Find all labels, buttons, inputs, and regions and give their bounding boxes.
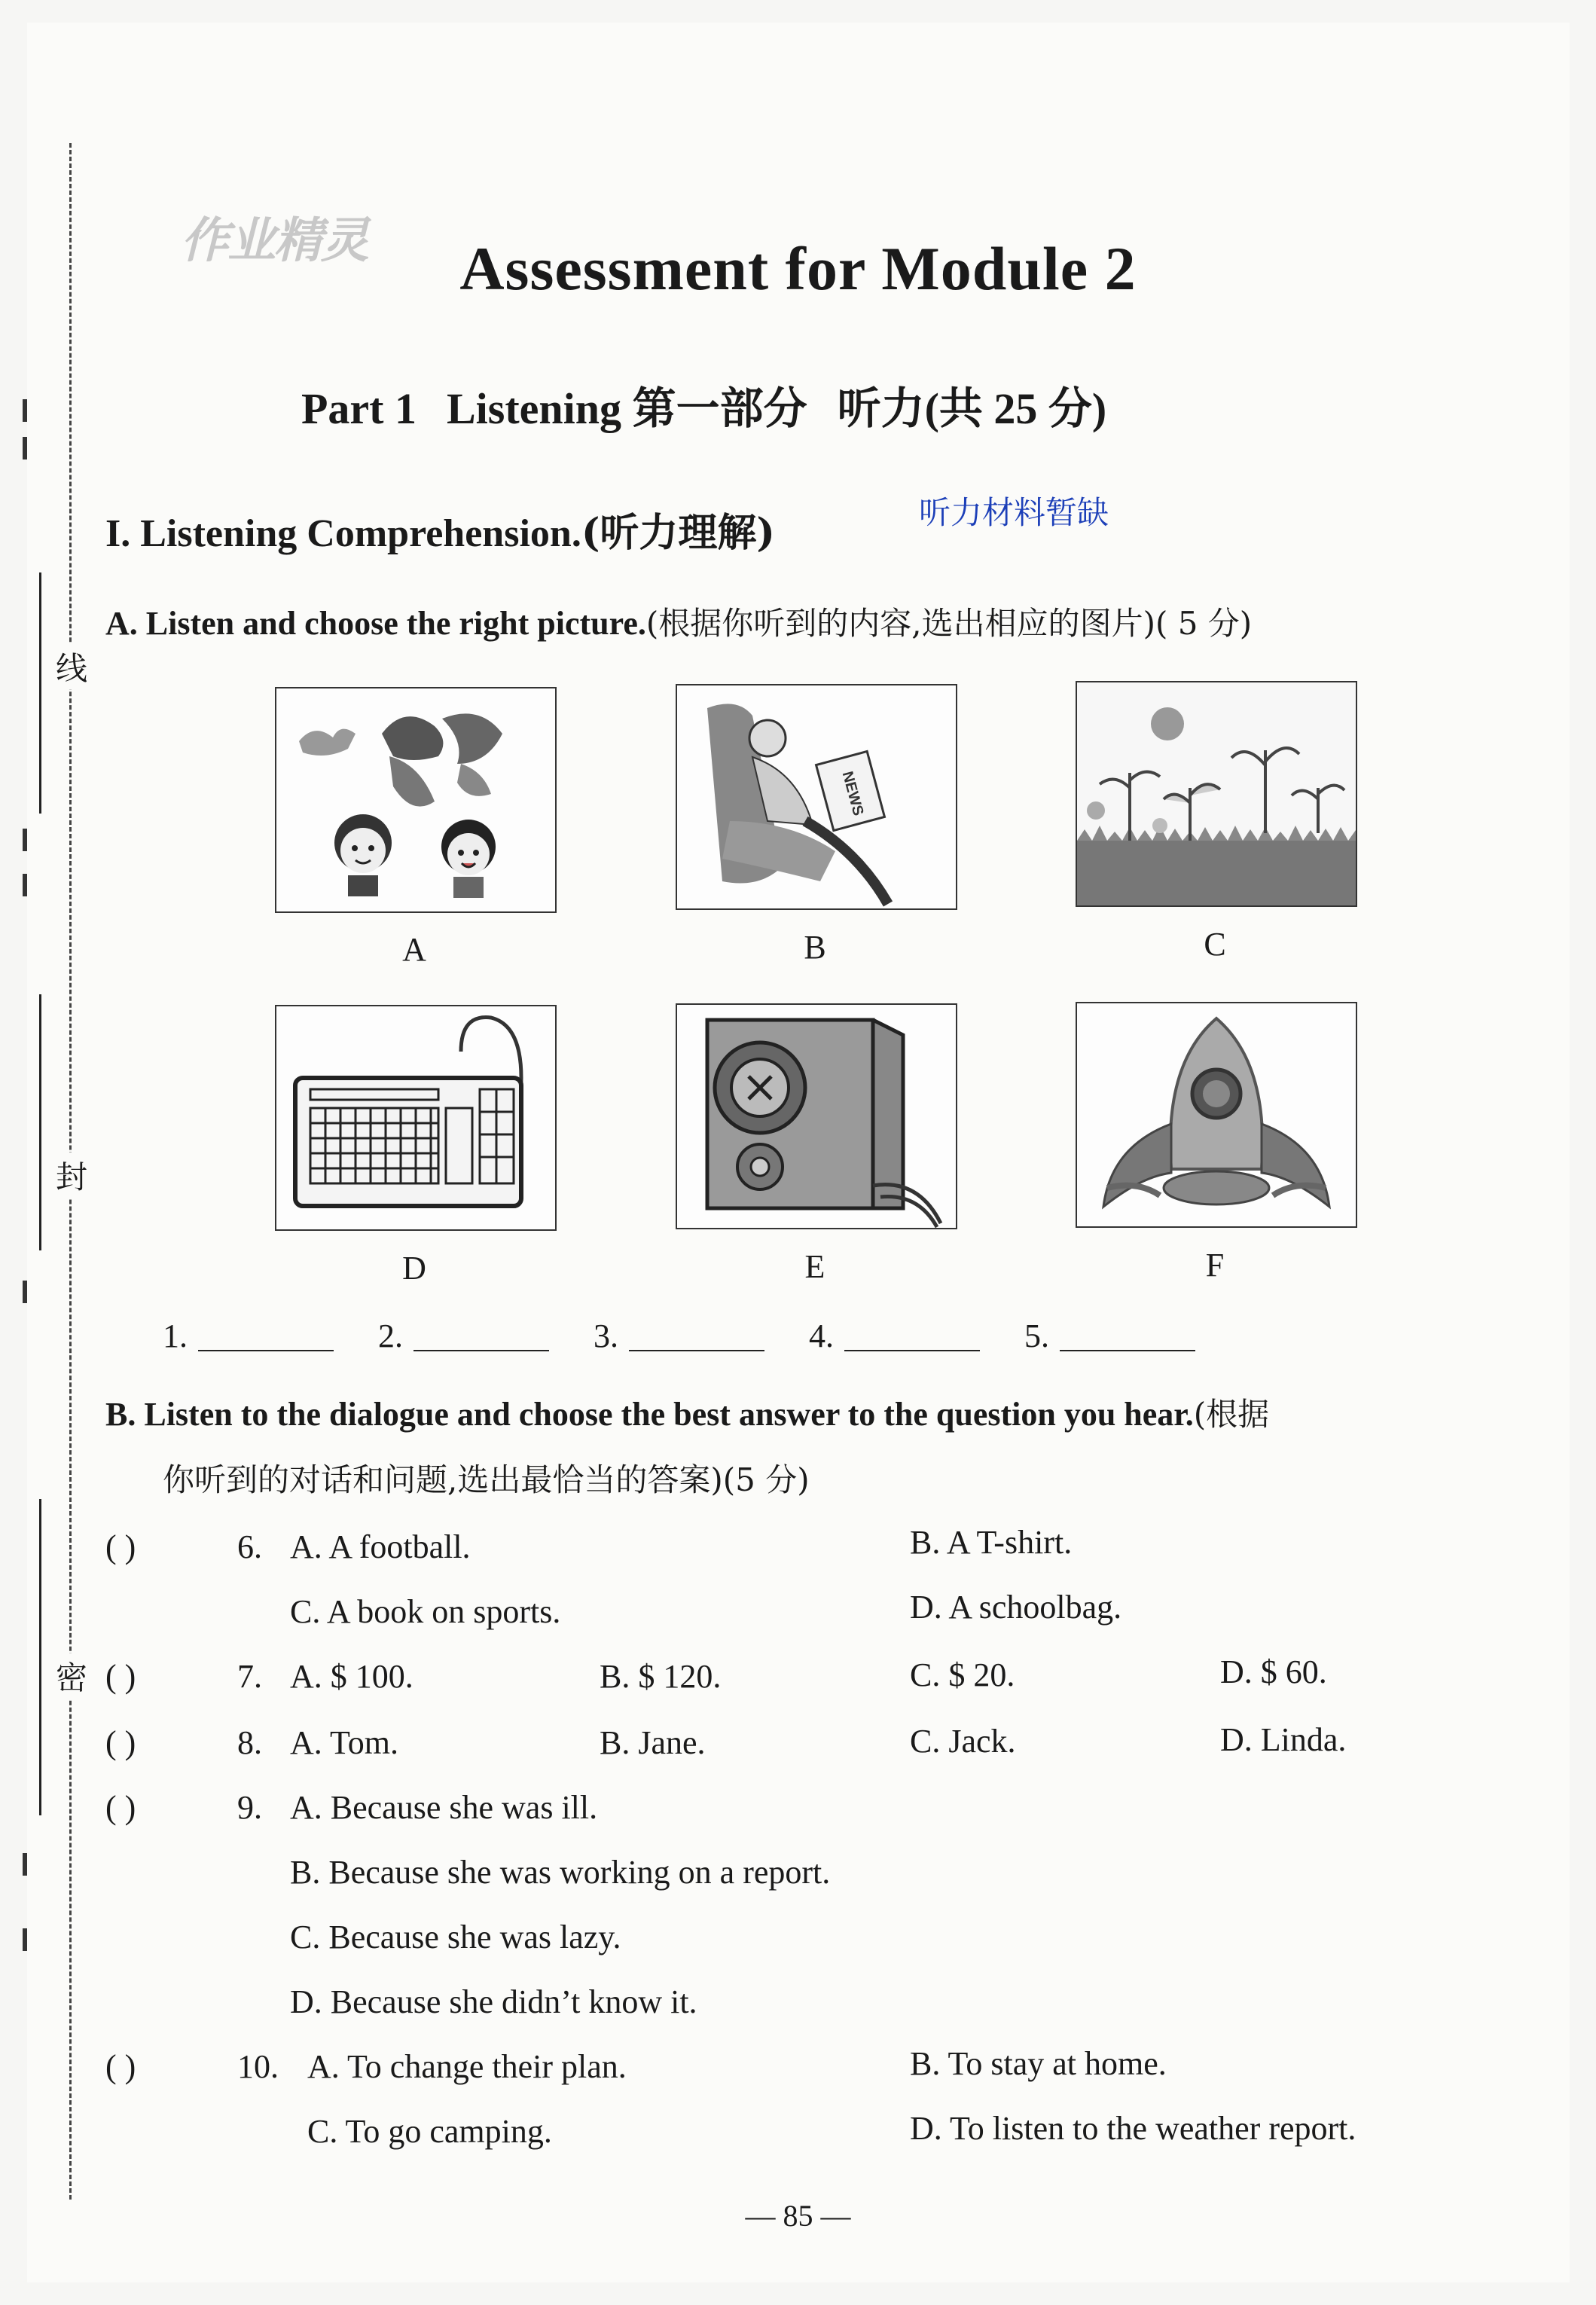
margin-tick [23,437,27,459]
picture-c [1076,681,1357,907]
option-8b[interactable]: B. Jane. [600,1724,706,1761]
option-6d[interactable]: D. A schoolbag. [910,1589,1122,1626]
answer-paren[interactable]: ( ) [105,1724,136,1761]
part-cn-title: 听力(共 25 分) [837,384,1107,433]
question-number: 7. [237,1658,262,1695]
picture-label-f: F [1205,1247,1225,1284]
option-7b[interactable]: B. $ 120. [600,1658,722,1695]
margin-tick [23,1928,27,1951]
sprouts-icon [1077,682,1356,905]
margin-bar [39,994,41,1250]
option-9a[interactable]: A. Because she was ill. [290,1789,598,1826]
missing-audio-note: 听力材料暂缺 [919,494,1109,531]
part-name: Listening [447,384,622,433]
margin-bar [39,1499,41,1815]
answer-blank-4[interactable]: 4. [809,1317,980,1355]
option-9b[interactable]: B. Because she was working on a report. [290,1854,831,1891]
answer-paren[interactable]: ( ) [105,1528,136,1565]
section-1-heading: I. Listening Comprehension.(听力理解) [105,510,776,556]
answer-blank-5[interactable]: 5. [1024,1317,1195,1355]
margin-tick [23,1853,27,1876]
man-reading-newspaper-icon [677,685,956,908]
option-10c[interactable]: C. To go camping. [307,2113,552,2150]
section-b-heading: B. Listen to the dialogue and choose the best answer to the question you hear.(根据 [105,1396,1270,1433]
option-9c[interactable]: C. Because she was lazy. [290,1919,621,1955]
picture-label-c: C [1204,926,1226,963]
picture-label-d: D [402,1250,426,1287]
picture-a [275,687,557,913]
part-label: Part 1 [301,384,417,433]
margin-tick [23,874,27,896]
option-8a[interactable]: A. Tom. [290,1724,399,1761]
option-10a[interactable]: A. To change their plan. [307,2048,627,2085]
margin-char-mi: 密 [56,1653,86,1699]
answer-blanks [163,1317,1231,1355]
page-number: — 85 — [745,2199,851,2233]
kids-dragons-icon [276,688,555,911]
option-7a[interactable]: A. $ 100. [290,1658,413,1695]
margin-tick [23,1281,27,1303]
watermark-logo: 作业精灵 [181,213,368,269]
option-7c[interactable]: C. $ 20. [910,1656,1015,1693]
section-a-heading: A. Listen and choose the right picture.(根据你听到的内容,选出相应的图片)( 5 分) [105,605,1253,642]
option-10b[interactable]: B. To stay at home. [910,2045,1167,2082]
answer-paren[interactable]: ( ) [105,2048,136,2085]
section-b-instruction: 你听到的对话和问题,选出最恰当的答案)(5 分) [163,1461,810,1498]
option-7d[interactable]: D. $ 60. [1220,1653,1327,1690]
answer-paren[interactable]: ( ) [105,1658,136,1695]
picture-label-a: A [402,931,426,968]
option-6c[interactable]: C. A book on sports. [290,1593,561,1630]
question-number: 6. [237,1528,262,1565]
question-number: 10. [237,2048,279,2085]
page-title: Assessment for Module 2 [459,234,1137,303]
answer-paren[interactable]: ( ) [105,1789,136,1826]
option-8c[interactable]: C. Jack. [910,1723,1016,1760]
margin-char-xian: 线 [56,644,86,689]
option-6b[interactable]: B. A T-shirt. [910,1524,1073,1561]
part-heading [301,373,1106,436]
margin-bar [39,572,41,814]
svg-text:NEWS: NEWS [838,769,867,818]
option-9d[interactable]: D. Because she didn’t know it. [290,1983,697,2020]
keyboard-icon [276,1006,555,1229]
picture-e [676,1003,957,1229]
picture-label-b: B [804,929,826,966]
picture-d [275,1005,557,1231]
picture-b [676,684,957,910]
option-6a[interactable]: A. A football. [290,1528,471,1565]
picture-label-e: E [804,1248,825,1285]
picture-f [1076,1002,1357,1228]
answer-blank-1[interactable]: 1. [163,1317,334,1355]
rocket-icon [1077,1003,1356,1226]
margin-char-feng: 封 [56,1152,86,1198]
question-number: 9. [237,1789,262,1826]
margin-tick [23,399,27,422]
part-cn: 第一部分 [632,384,807,433]
question-number: 8. [237,1724,262,1761]
speaker-icon [677,1005,956,1228]
answer-blank-3[interactable]: 3. [594,1317,764,1355]
option-10d[interactable]: D. To listen to the weather report. [910,2110,1356,2147]
option-8d[interactable]: D. Linda. [1220,1721,1347,1758]
answer-blank-2[interactable]: 2. [378,1317,549,1355]
margin-tick [23,829,27,851]
